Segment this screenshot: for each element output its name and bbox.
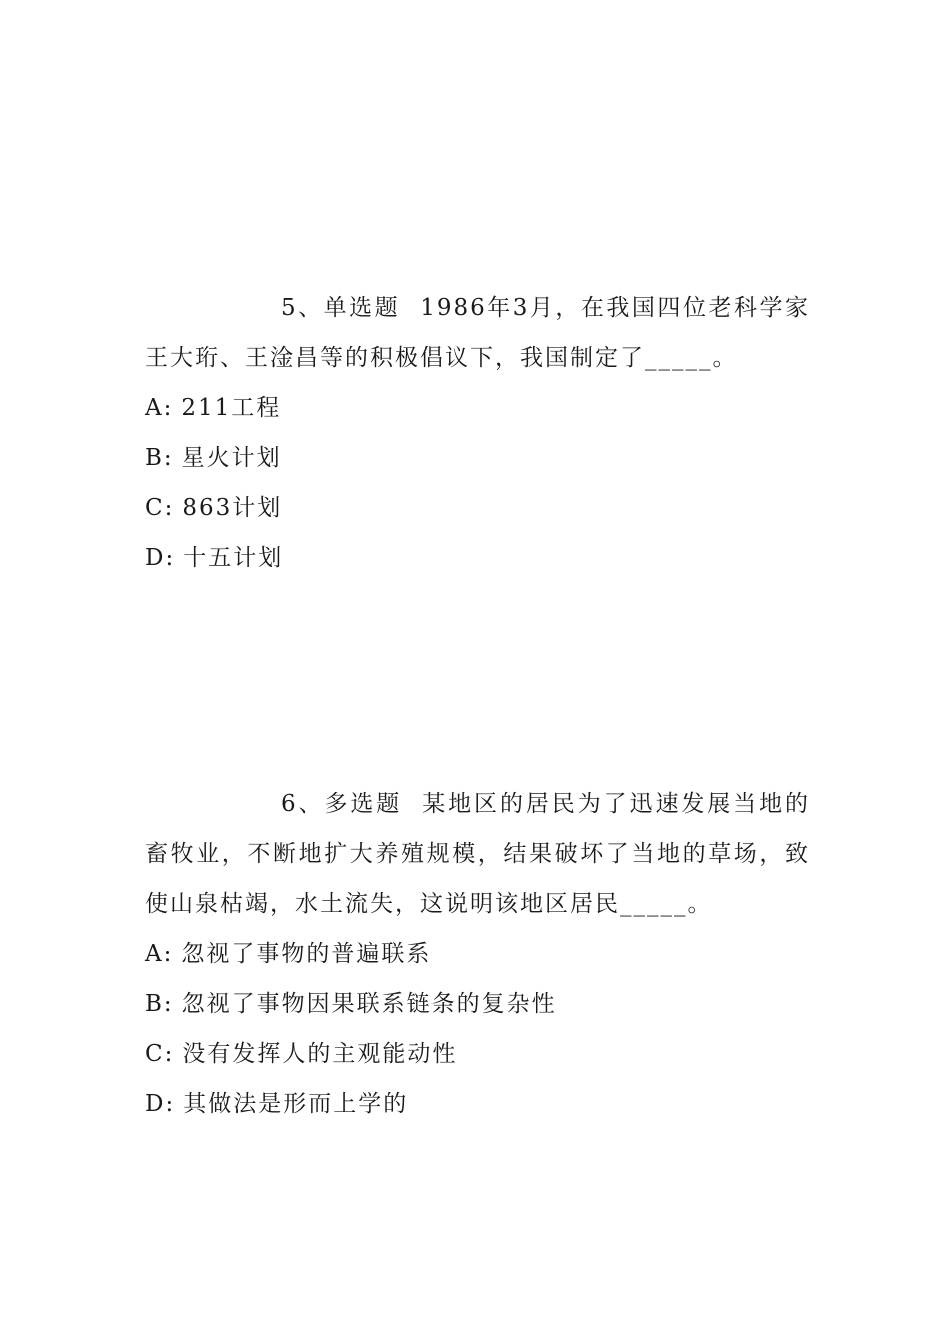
option-key: D: xyxy=(145,1091,176,1117)
option-text: 十五计划 xyxy=(183,545,284,571)
option-key: D: xyxy=(145,545,176,571)
option-a xyxy=(145,383,810,433)
question-type: 多选题 xyxy=(324,791,403,817)
option-d xyxy=(145,533,810,583)
option-text: 其做法是形而上学的 xyxy=(183,1091,409,1117)
option-text: 忽视了事物的普遍联系 xyxy=(181,941,432,967)
question-number: 5、 xyxy=(281,295,324,321)
question-stem xyxy=(145,779,810,929)
option-c xyxy=(145,1029,810,1079)
option-a xyxy=(145,929,810,979)
option-key: A: xyxy=(145,941,174,967)
option-text: 211工程 xyxy=(181,395,282,421)
question-text: 某地区的居民为了迅速发展当地的畜牧业，不断地扩大养殖规模，结果破坏了当地的草场，致使山泉枯竭，水土流失，这说明该地区居民_____。 xyxy=(145,791,811,917)
option-b xyxy=(145,979,810,1029)
option-key: C: xyxy=(145,495,175,521)
option-text: 863计划 xyxy=(182,495,283,521)
question-6 xyxy=(145,779,810,1129)
option-list xyxy=(145,929,810,1129)
question-number: 6、 xyxy=(281,791,325,817)
option-key: C: xyxy=(145,1041,175,1067)
option-key: B: xyxy=(145,445,174,471)
option-text: 忽视了事物因果联系链条的复杂性 xyxy=(181,991,557,1017)
option-text: 没有发挥人的主观能动性 xyxy=(182,1041,458,1067)
option-key: B: xyxy=(145,991,174,1017)
question-stem xyxy=(145,283,810,383)
option-list xyxy=(145,383,810,583)
option-d xyxy=(145,1079,810,1129)
option-key: A: xyxy=(145,395,174,421)
option-text: 星火计划 xyxy=(181,445,282,471)
question-text: 1986年3月，在我国四位老科学家王大珩、王淦昌等的积极倡议下，我国制定了_____。 xyxy=(145,295,810,371)
option-c xyxy=(145,483,810,533)
question-5 xyxy=(145,283,810,583)
option-b xyxy=(145,433,810,483)
question-type: 单选题 xyxy=(323,295,401,321)
